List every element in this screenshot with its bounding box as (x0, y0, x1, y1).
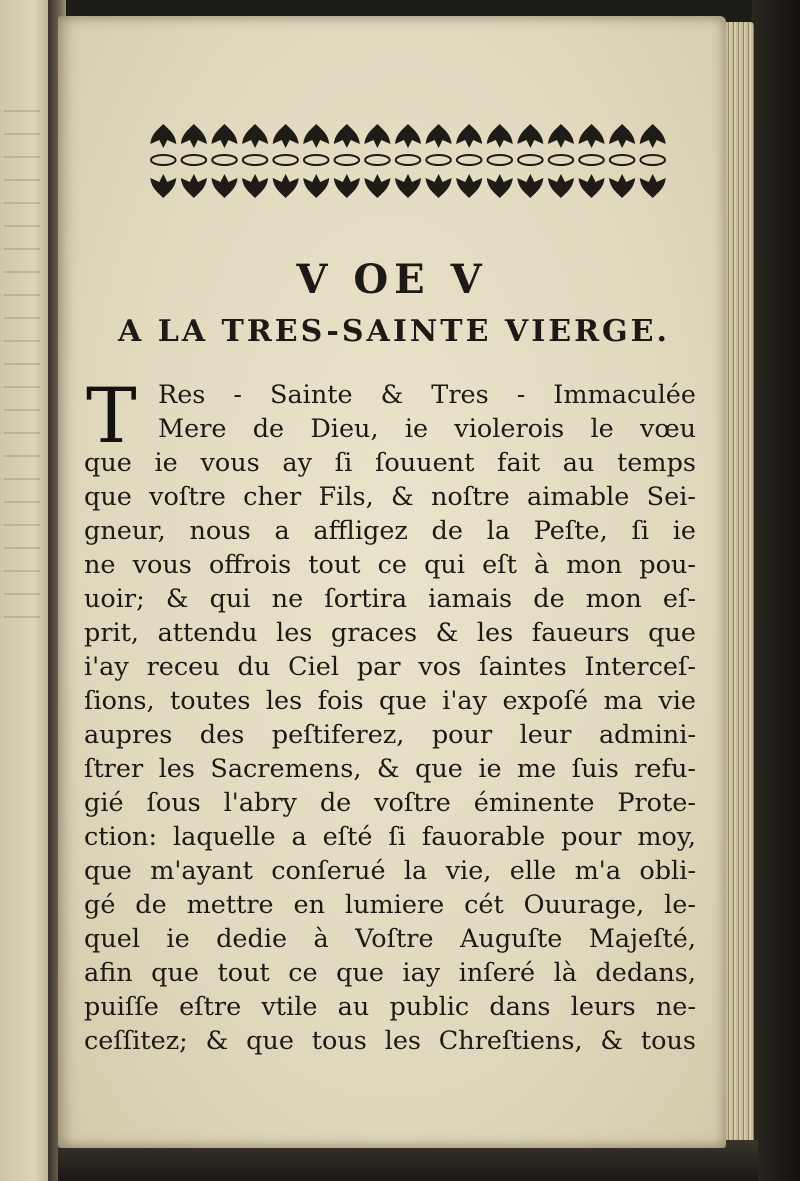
book-page (58, 16, 726, 1148)
text-line: Mere de Dieu, ie violerois le vœu (158, 414, 696, 444)
fleuron-top (150, 124, 176, 148)
fleuron-knot (243, 155, 268, 165)
text-line: que m'ayant conſerué la vie, elle m'a obli- (84, 856, 696, 886)
fleuron-bottom (579, 174, 605, 198)
text-line: Res - Sainte & Tres - Immaculée (158, 380, 696, 410)
fleuron-bottom (150, 174, 176, 198)
fleuron-bottom (456, 174, 482, 198)
text-line: que voſtre cher Fils, & noſtre aimable Sei- (84, 482, 696, 512)
fleuron-bottom (487, 174, 513, 198)
fleuron-top (456, 124, 482, 148)
fleuron-top (579, 124, 605, 148)
page-subtitle: A LA TRES-SAINTE VIERGE. (118, 314, 670, 349)
text-line: ſtrer les Sacremens, & que ie me ſuis refu- (84, 754, 696, 784)
fleuron-bottom (273, 174, 299, 198)
fleuron-top (273, 124, 299, 148)
fleuron-bottom (242, 174, 268, 198)
fleuron-knot (518, 155, 543, 165)
fleuron-top (426, 124, 452, 148)
text-line: i'ay receu du Ciel par vos ſaintes Interceſ- (84, 652, 696, 682)
page-title: V OE V (296, 256, 488, 303)
fleuron-top (548, 124, 574, 148)
fleuron-bottom (640, 174, 666, 198)
fleuron-top (517, 124, 543, 148)
text-line: gneur, nous a affligez de la Peſte, ſi ie (84, 516, 696, 546)
fleuron-knot (182, 155, 207, 165)
fleuron-knot (579, 155, 604, 165)
fleuron-top (181, 124, 207, 148)
fleuron-top (640, 124, 666, 148)
fleuron-top (364, 124, 390, 148)
text-line: ne vous offrois tout ce qui eſt à mon pou- (84, 550, 696, 580)
text-line: gié ſous l'abry de voſtre éminente Prote- (84, 788, 696, 818)
fleuron-top (211, 124, 237, 148)
fleuron-bottom (609, 174, 635, 198)
fleuron-knot (549, 155, 574, 165)
printers-ornament-band (148, 120, 668, 202)
fleuron-knot (212, 155, 237, 165)
text-line: prit, attendu les graces & les faueurs que (84, 618, 696, 648)
fleuron-knot (365, 155, 390, 165)
fleuron-knot (151, 155, 176, 165)
text-line: ction: laquelle a eſté ſi fauorable pour moy, (84, 822, 696, 852)
fleuron-knot (273, 155, 298, 165)
book-binding (752, 0, 800, 1181)
fleuron-bottom (426, 174, 452, 198)
fleuron-top (334, 124, 360, 148)
fleuron-knot (304, 155, 329, 165)
fleuron-bottom (517, 174, 543, 198)
fleuron-knot (457, 155, 482, 165)
text-line: uoir; & qui ne ſortira iamais de mon eſ- (84, 584, 696, 614)
fleuron-top (487, 124, 513, 148)
text-line: que ie vous ay ſi ſouuent fait au temps (84, 448, 696, 478)
fleuron-knot (396, 155, 421, 165)
fleuron-knot (640, 155, 665, 165)
text-line: aupres des peſtiferez, pour leur admini- (84, 720, 696, 750)
text-line: gé de mettre en lumiere cét Ouurage, le- (84, 890, 696, 920)
text-line: ceſſitez; & que tous les Chreſtiens, & tous (84, 1026, 696, 1056)
fleuron-bottom (395, 174, 421, 198)
fleuron-knot (487, 155, 512, 165)
fleuron-bottom (303, 174, 329, 198)
fleuron-top (303, 124, 329, 148)
fleuron-knot (335, 155, 360, 165)
drop-cap: T (86, 371, 137, 460)
text-line: puiſſe eſtre vtile au public dans leurs ne- (84, 992, 696, 1022)
fleuron-top (395, 124, 421, 148)
text-line: quel ie dedie à Voſtre Auguſte Majeſté, (84, 924, 696, 954)
fleuron-bottom (364, 174, 390, 198)
fleuron-bottom (181, 174, 207, 198)
ornament-row (150, 124, 665, 198)
fleuron-knot (426, 155, 451, 165)
text-line: ſions, toutes les fois que i'ay expoſé ma vie (84, 686, 696, 716)
fleuron-bottom (334, 174, 360, 198)
fleuron-knot (610, 155, 635, 165)
fleuron-top (242, 124, 268, 148)
text-line: afin que tout ce que iay inſeré là dedans, (84, 958, 696, 988)
fleuron-bottom (211, 174, 237, 198)
fleuron-bottom (548, 174, 574, 198)
fleuron-top (609, 124, 635, 148)
